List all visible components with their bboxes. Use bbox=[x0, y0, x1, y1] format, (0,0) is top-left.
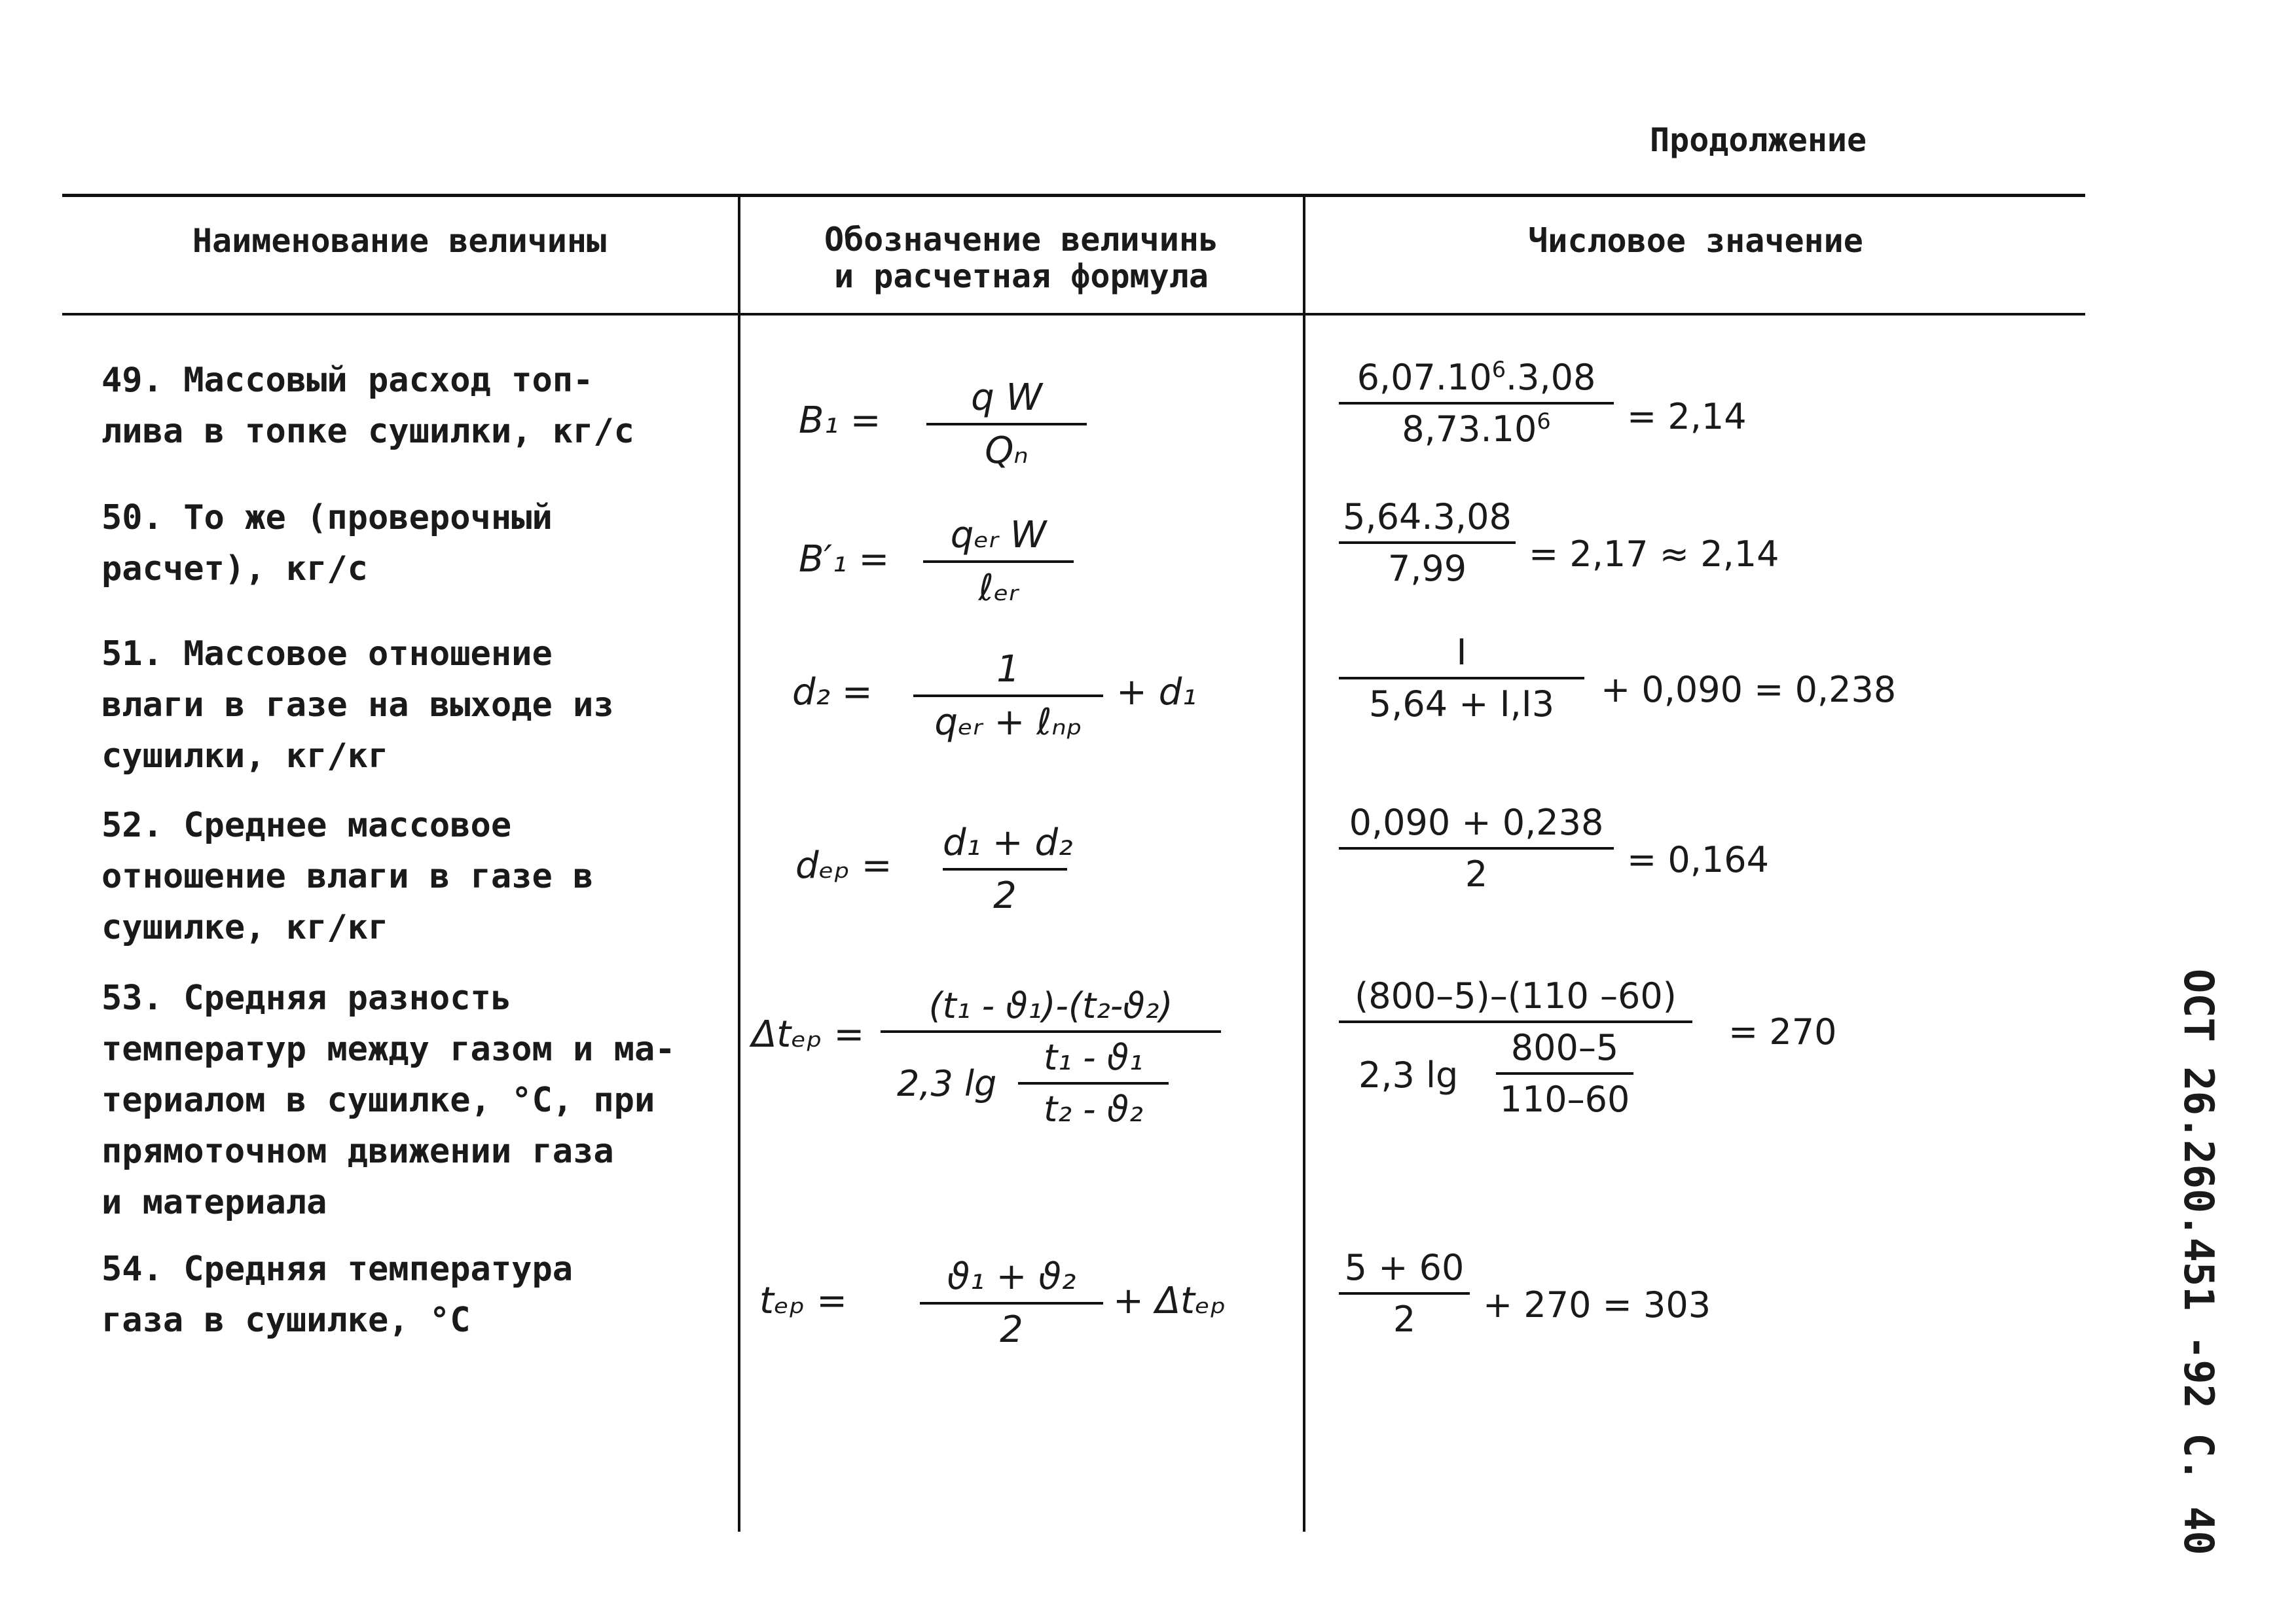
row-53-formula-num: (t₁ - ϑ₁)-(t₂-ϑ₂) bbox=[928, 985, 1173, 1026]
row-52-formula-lhs: dₑₚ = bbox=[795, 844, 892, 887]
header-name: Наименование величины bbox=[192, 222, 607, 260]
fraction-bar bbox=[1339, 541, 1516, 544]
row-53-formula-den bbox=[881, 1037, 1221, 1128]
row-53-name: 53. Средняя разность температур между газом и ма- териалом в сушилке, °C, при прямоточном движении газа и материала bbox=[101, 979, 676, 1222]
fraction-bar bbox=[1339, 677, 1584, 679]
fraction-bar bbox=[943, 868, 1067, 871]
row-52-formula-fraction bbox=[943, 821, 1073, 917]
row-54-value-num: 5 + 60 bbox=[1344, 1247, 1465, 1288]
row-54-value-fraction bbox=[1339, 1247, 1470, 1340]
row-52-value-fraction bbox=[1339, 802, 1614, 895]
row-53-value-inner-fraction bbox=[1496, 1027, 1633, 1120]
row-51-value-result: + 0,090 = 0,238 bbox=[1601, 669, 1897, 710]
row-50-value-result: = 2,17 ≈ 2,14 bbox=[1529, 533, 1779, 575]
row-53-value-fraction bbox=[1339, 975, 1692, 1125]
row-53-formula-inner-fraction bbox=[1018, 1037, 1169, 1130]
column-divider-1 bbox=[738, 196, 740, 1532]
header-formula: Обозначение величинь и расчетная формула bbox=[824, 221, 1219, 295]
document-code-side-note: ОСТ 26.260.451 -92 С. 40 bbox=[2175, 969, 2223, 1555]
row-52-value-num: 0,090 + 0,238 bbox=[1349, 802, 1604, 843]
row-53-formula-inner-num: t₁ - ϑ₁ bbox=[1044, 1037, 1143, 1078]
row-53-value-den bbox=[1339, 1027, 1692, 1125]
fraction-bar bbox=[920, 1302, 1103, 1305]
row-52-name: 52. Среднее массовое отношение влаги в газе в сушилке, кг/кг bbox=[101, 806, 594, 947]
row-51-name: 51. Массовое отношение влаги в газе на выходе из сушилки, кг/кг bbox=[101, 634, 614, 776]
column-divider-2 bbox=[1303, 196, 1305, 1532]
row-52-value-result: = 0,164 bbox=[1627, 839, 1770, 880]
row-54-value-den: 2 bbox=[1393, 1299, 1416, 1340]
row-53-value-inner-num: 800–5 bbox=[1510, 1027, 1619, 1068]
fraction-bar bbox=[1339, 402, 1614, 405]
fraction-bar bbox=[913, 695, 1103, 697]
row-51-value-den: 5,64 + I,I3 bbox=[1368, 683, 1555, 725]
header-value: Числовое значение bbox=[1528, 222, 1863, 260]
row-54-formula-tail: + Δtₑₚ bbox=[1113, 1280, 1226, 1322]
row-49-formula-fraction bbox=[926, 376, 1087, 472]
fraction-bar bbox=[923, 560, 1074, 563]
row-49-value-fraction bbox=[1339, 357, 1614, 450]
row-50-value-den: 7,99 bbox=[1387, 548, 1467, 589]
row-52-value-den: 2 bbox=[1465, 854, 1488, 895]
row-53-formula-inner-den: t₂ - ϑ₂ bbox=[1044, 1089, 1143, 1130]
row-49-formula-num: q W bbox=[971, 376, 1042, 419]
row-49-name: 49. Массовый расход топ- лива в топке сушилки, кг/с bbox=[101, 361, 634, 451]
row-53-formula-lhs: Δtₑₚ = bbox=[752, 1013, 865, 1056]
row-49-value-den: 8,73.10$^6$ bbox=[1402, 408, 1551, 450]
row-53-value-inner-den: 110–60 bbox=[1499, 1079, 1630, 1120]
row-54-formula-num: ϑ₁ + ϑ₂ bbox=[947, 1255, 1076, 1298]
row-54-formula-lhs: tₑₚ = bbox=[759, 1280, 848, 1322]
row-50-value-fraction bbox=[1339, 496, 1516, 589]
fraction-bar bbox=[1496, 1072, 1633, 1075]
table-top-rule bbox=[62, 194, 2085, 197]
row-53-value-num: (800–5)–(110 –60) bbox=[1355, 975, 1677, 1017]
fraction-bar bbox=[1339, 1292, 1470, 1295]
continuation-label: Продолжение bbox=[1650, 121, 1867, 159]
row-49-value-result: = 2,14 bbox=[1627, 396, 1747, 437]
row-51-formula-fraction bbox=[913, 648, 1103, 744]
row-53-value-den-pre: 2,3 lg bbox=[1358, 1055, 1459, 1096]
row-51-formula-tail: + d₁ bbox=[1116, 671, 1197, 713]
row-49-value-num: 6,07.10$^6$.3,08 bbox=[1357, 357, 1596, 398]
row-51-formula-den: qₑᵣ + ℓₙₚ bbox=[934, 701, 1082, 744]
row-50-formula-den: ℓₑᵣ bbox=[978, 567, 1019, 609]
row-51-value-num: I bbox=[1456, 632, 1467, 673]
row-51-formula-lhs: d₂ = bbox=[792, 671, 873, 713]
row-53-formula-den-pre: 2,3 lg bbox=[897, 1063, 997, 1104]
row-50-name: 50. То же (проверочный расчет), кг/с bbox=[101, 498, 553, 588]
fraction-bar bbox=[1339, 847, 1614, 850]
row-50-value-num: 5,64.3,08 bbox=[1343, 496, 1512, 537]
row-51-formula-num: 1 bbox=[996, 648, 1020, 691]
fraction-bar bbox=[1018, 1082, 1169, 1085]
row-54-formula-fraction bbox=[920, 1255, 1103, 1351]
row-51-value-fraction bbox=[1339, 632, 1584, 725]
row-53-formula-fraction bbox=[881, 985, 1221, 1128]
header-bottom-rule bbox=[62, 313, 2085, 316]
row-54-value-result: + 270 = 303 bbox=[1483, 1284, 1711, 1326]
row-52-formula-den: 2 bbox=[993, 875, 1017, 917]
row-50-formula-lhs: B′₁ = bbox=[799, 538, 890, 581]
row-49-formula-lhs: B₁ = bbox=[799, 399, 881, 442]
row-53-value-result: = 270 bbox=[1728, 1011, 1837, 1053]
fraction-bar bbox=[926, 423, 1087, 425]
row-50-formula-fraction bbox=[923, 514, 1074, 609]
row-50-formula-num: qₑᵣ W bbox=[950, 514, 1047, 556]
row-52-formula-num: d₁ + d₂ bbox=[943, 821, 1073, 864]
fraction-bar bbox=[1339, 1020, 1692, 1023]
row-54-name: 54. Средняя температура газа в сушилке, °C bbox=[101, 1250, 574, 1340]
fraction-bar bbox=[881, 1030, 1221, 1033]
row-49-formula-den: Qₙ bbox=[985, 429, 1029, 472]
row-54-formula-den: 2 bbox=[1000, 1308, 1023, 1351]
